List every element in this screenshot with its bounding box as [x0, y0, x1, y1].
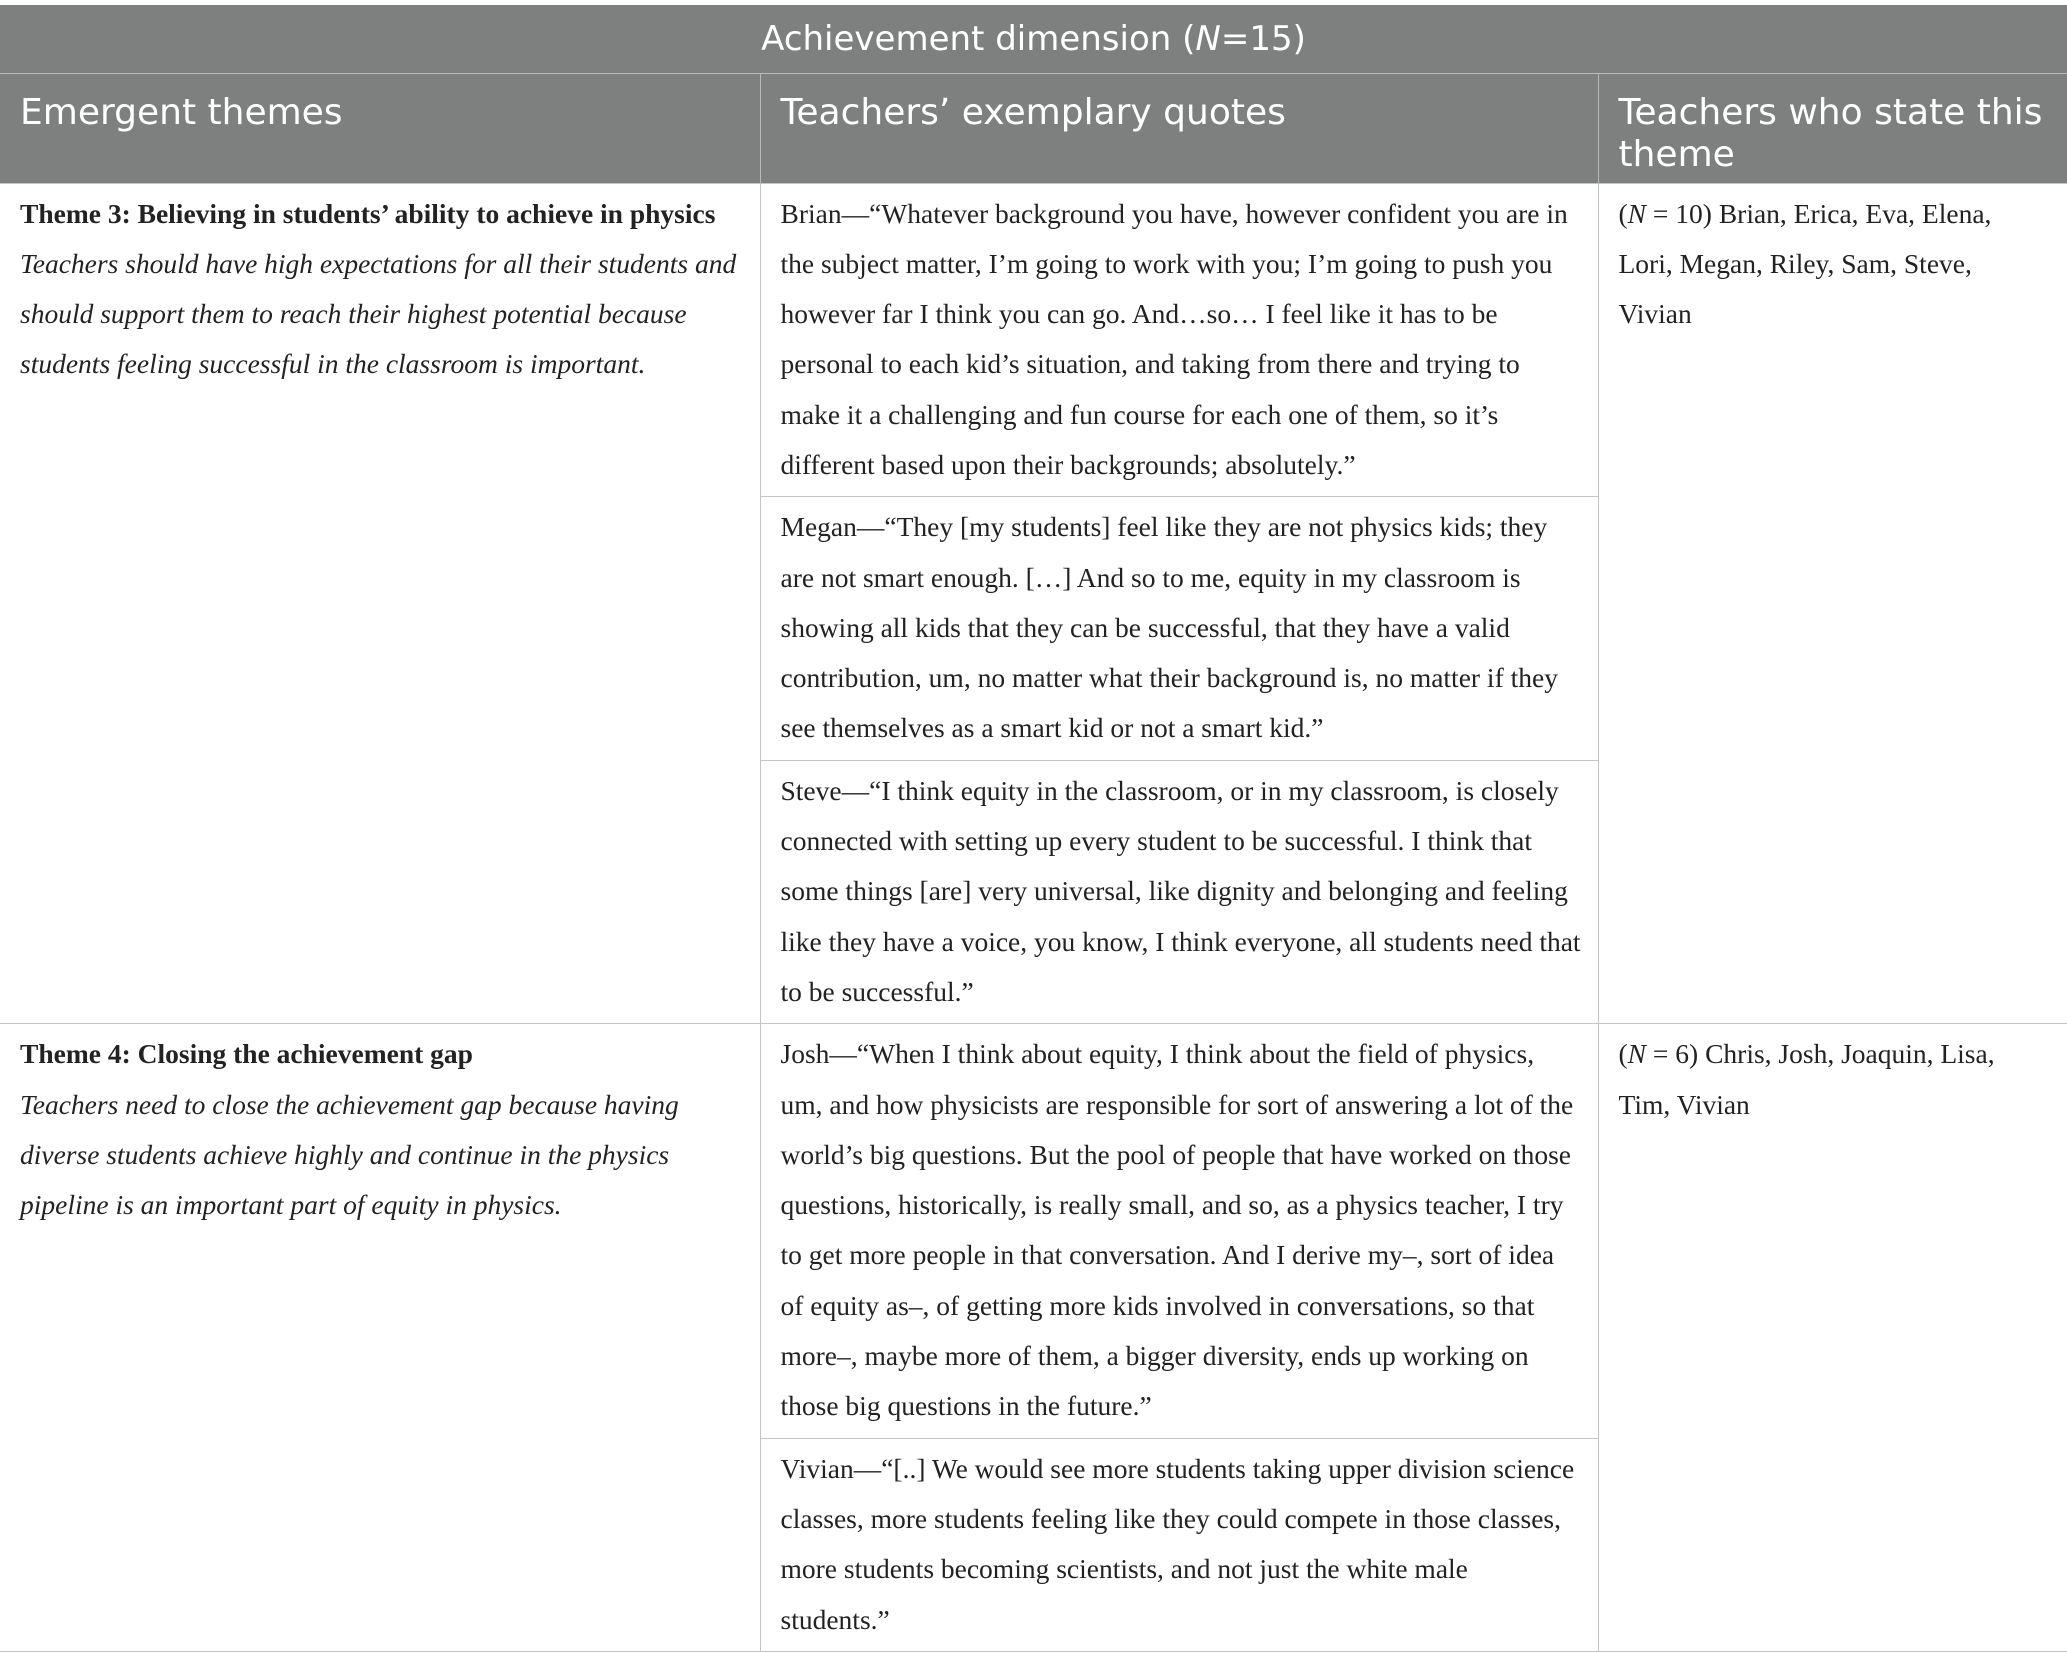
column-header-quotes: Teachers’ exemplary quotes: [760, 73, 1598, 183]
teacher-names: Brian, Erica, Eva, Elena, Lori, Megan, Riley, Sam, Steve, Vivian: [1618, 197, 1992, 330]
quote-item: [761, 1439, 1598, 1651]
table-container: [0, 5, 2067, 1652]
theme-title: Theme 3: Believing in students’ ability to achieve in physics: [20, 197, 716, 229]
quotes-cell: [760, 183, 1598, 1024]
quote-text: —“When I think about equity, I think about the field of physics, um, and how physicists are responsible for sort of answering a lot of the world’s big questions. But the pool of people that have worked on those questions, historically, is really small, and so, as a physics teacher, I try to get more people in that conversation. And I derive my–, sort of idea of equity as–, of getting more kids involved in conversations, so that more–, maybe more of them, a bigger diversity, ends up working on those big questions in the future.”: [780, 1038, 1574, 1422]
table-title-prefix: Achievement dimension (: [761, 18, 1196, 59]
quote-text: —“Whatever background you have, however confident you are in the subject matter, I’m going to work with you; I’m going to push you however far I think you can go. And…so… I feel like it has to be personal to each kid’s situation, and taking from there and trying to make it a challenging and fun course for each one of them, so it’s different based upon their backgrounds; absolutely.”: [780, 197, 1568, 480]
theme-description: Teachers need to close the achievement gap because having diverse students achieve highly and continue in the physics pipeline is an important part of equity in physics.: [20, 1088, 679, 1221]
table-title-suffix: =15): [1220, 18, 1306, 59]
achievement-dimension-table: [0, 5, 2067, 1652]
quote-text: —“I think equity in the classroom, or in my classroom, is closely connected with setting up every student to be successful. I think that some things [are] very universal, like dignity and belonging and feeling like they have a voice, you know, I think everyone, all students need that to be successful.”: [780, 774, 1581, 1007]
column-header-themes: Emergent themes: [0, 73, 760, 183]
quote-speaker: Megan: [780, 511, 857, 543]
theme-cell: [0, 1024, 760, 1652]
quote-item: [761, 184, 1598, 498]
quotes-cell: [760, 1024, 1598, 1652]
quote-speaker: Steve: [780, 774, 842, 806]
quote-item: [761, 497, 1598, 760]
quote-speaker: Brian: [780, 197, 842, 229]
n-label: N: [1627, 1038, 1647, 1070]
n-label: N: [1627, 197, 1647, 229]
teachers-cell: (N = 6) Chris, Josh, Joaquin, Lisa, Tim, Vivian: [1598, 1024, 2067, 1652]
table-title: [0, 5, 2067, 73]
quote-item: [761, 761, 1598, 1023]
table-row-theme-4: [0, 1024, 2067, 1652]
theme-title: Theme 4: Closing the achievement gap: [20, 1038, 473, 1070]
n-value: = 6: [1646, 1038, 1690, 1070]
table-title-n: N: [1195, 18, 1221, 59]
teachers-cell: (N = 10) Brian, Erica, Eva, Elena, Lori, Megan, Riley, Sam, Steve, Vivian: [1598, 183, 2067, 1024]
quote-speaker: Vivian: [780, 1452, 854, 1484]
quote-item: [761, 1024, 1598, 1438]
table-row-theme-3: [0, 183, 2067, 1024]
theme-cell: [0, 183, 760, 1024]
teacher-names: Chris, Josh, Joaquin, Lisa, Tim, Vivian: [1618, 1038, 1995, 1120]
quote-text: —“[..] We would see more students taking upper division science classes, more students feeling like they could compete in those classes, more students becoming scientists, and not just the white male students.”: [780, 1452, 1575, 1635]
quote-text: —“They [my students] feel like they are not physics kids; they are not smart enough. […] And so to me, equity in my classroom is showing all kids that they can be successful, that they have a valid contribution, um, no matter what their background is, no matter if they see themselves as a smart kid or not a smart kid.”: [780, 511, 1558, 744]
theme-description: Teachers should have high expectations for all their students and should support them to reach their highest potential because students feeling successful in the classroom is important.: [20, 247, 737, 380]
column-header-teachers: Teachers who state this theme: [1598, 73, 2067, 183]
quote-speaker: Josh: [780, 1038, 830, 1070]
n-value: = 10: [1646, 197, 1703, 229]
